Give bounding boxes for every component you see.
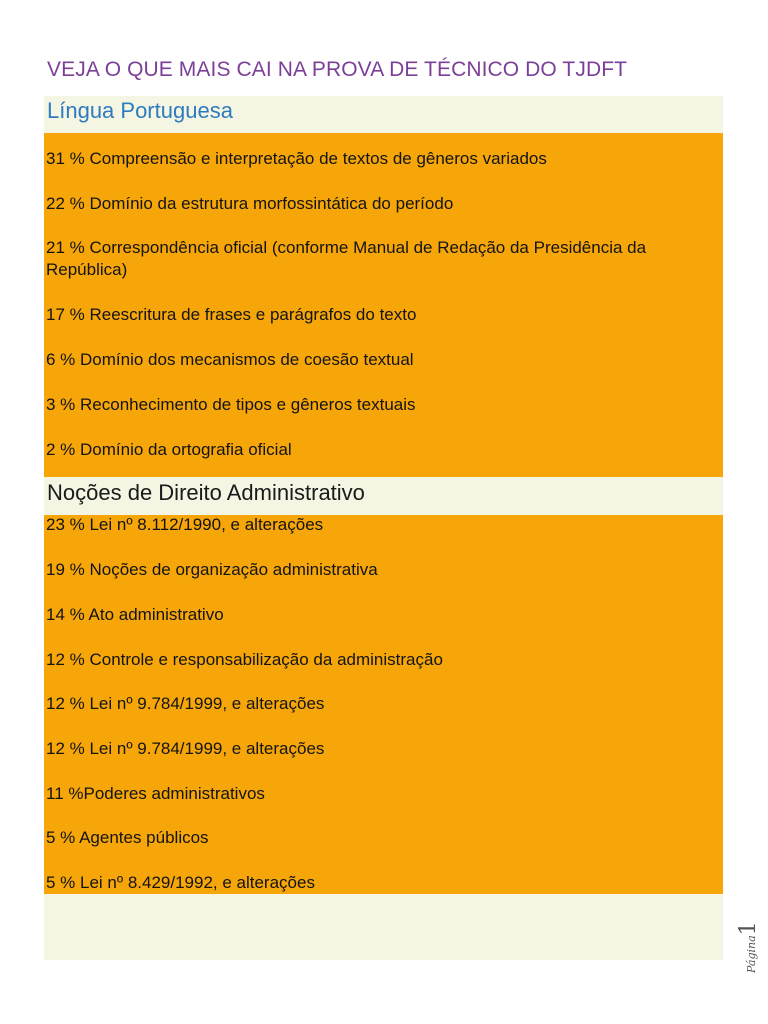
topic-item: 11 %Poderes administrativos [46, 784, 265, 803]
section-heading-direito-administrativo: Noções de Direito Administrativo [47, 480, 365, 505]
section-heading-band [44, 96, 723, 133]
empty-footer-band [44, 894, 723, 960]
topic-item: 14 % Ato administrativo [46, 605, 224, 624]
page-number [736, 915, 766, 995]
section-heading-band [44, 477, 723, 515]
topic-item: 12 % Controle e responsabilização da administração [46, 650, 443, 669]
page-label: Página [745, 935, 758, 973]
topic-item: 22 % Domínio da estrutura morfossintática do período [46, 194, 454, 213]
page-number-value: 1 [736, 921, 761, 936]
topic-item: 21 % Correspondência oficial (conforme Manual de Redação da Presidência da República) [46, 238, 647, 279]
section-heading-lingua-portuguesa: Língua Portuguesa [47, 98, 233, 123]
topic-item: 5 % Lei nº 8.429/1992, e alterações [46, 873, 315, 892]
page-number-text [736, 921, 761, 973]
topic-item: 6 % Domínio dos mecanismos de coesão textual [46, 350, 414, 369]
topic-item: 5 % Agentes públicos [46, 828, 209, 847]
topic-item: 3 % Reconhecimento de tipos e gêneros textuais [46, 395, 416, 414]
section-topics-direito-administrativo [44, 515, 723, 894]
topic-item: 31 % Compreensão e interpretação de textos de gêneros variados [46, 149, 547, 168]
topic-item: 2 % Domínio da ortografia oficial [46, 440, 292, 459]
section-topics-lingua-portuguesa [44, 133, 723, 477]
topic-item: 17 % Reescritura de frases e parágrafos do texto [46, 305, 417, 324]
topic-item: 23 % Lei nº 8.112/1990, e alterações [46, 515, 324, 534]
topic-item: 12 % Lei nº 9.784/1999, e alterações [46, 739, 325, 758]
topic-item: 19 % Noções de organização administrativa [46, 560, 378, 579]
page-title: VEJA O QUE MAIS CAI NA PROVA DE TÉCNICO DO TJDFT [47, 58, 628, 81]
topic-item: 12 % Lei nº 9.784/1999, e alterações [46, 694, 325, 713]
